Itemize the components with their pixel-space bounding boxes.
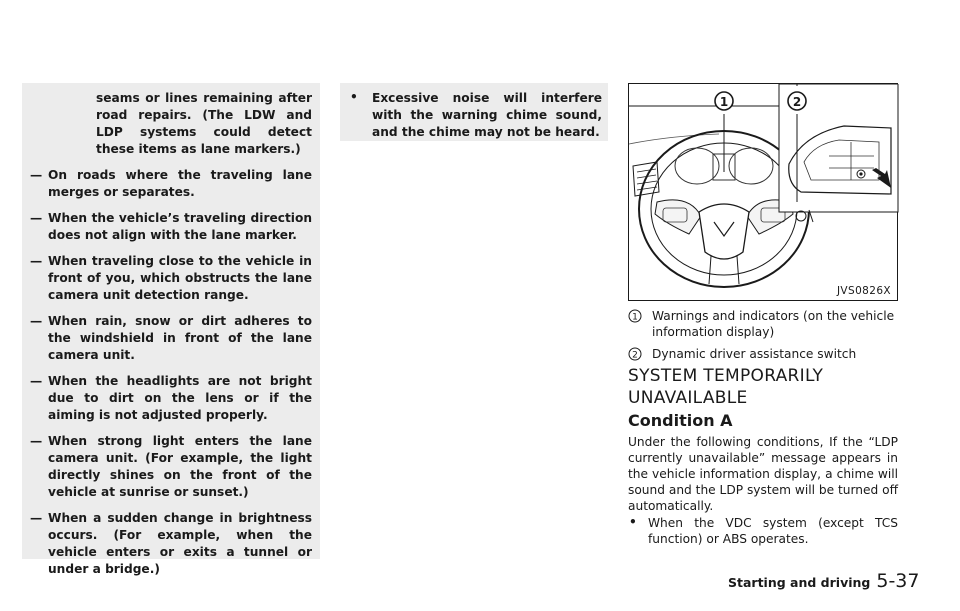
dash-marker: — — [30, 314, 43, 328]
steering-wheel-figure — [628, 83, 898, 301]
callout-2-icon — [788, 92, 806, 110]
number-2-icon — [628, 347, 642, 361]
dash-marker: — — [30, 374, 43, 388]
callout-2-label: 2 — [792, 95, 802, 109]
dash-marker: — — [30, 168, 43, 182]
list-item: — When the headlights are not bright due to dirt on the lens or if the aiming is not adjusted properly. — [30, 374, 312, 422]
callout-1-label: 1 — [719, 95, 729, 109]
steering-wheel-illustration — [629, 84, 899, 302]
list-item: — When the vehicle’s traveling direction does not align with the lane marker. — [30, 211, 312, 242]
continuation-text: seams or lines remaining after road repairs. (The LDW and LDP systems could detect these items as lane markers.) — [96, 91, 312, 156]
dash-marker: — — [30, 211, 43, 225]
page-footer — [728, 570, 920, 592]
condition-bullet — [628, 515, 898, 547]
legend-item — [628, 308, 900, 340]
condition-list — [30, 167, 312, 578]
legend-item — [628, 346, 900, 362]
callout-1-icon — [715, 92, 733, 110]
svg-text:1: 1 — [632, 312, 638, 323]
figure-legend — [628, 308, 900, 368]
footer-section-name: Starting and driving — [728, 575, 871, 590]
bullet-marker: • — [629, 515, 637, 529]
condition-heading: Condition A — [628, 411, 733, 430]
section-heading: SYSTEM TEMPORARILY UNAVAILABLE — [628, 366, 824, 408]
bullet-marker: • — [350, 90, 358, 104]
list-item: • When the VDC system (except TCS function) or ABS operates. — [629, 515, 898, 546]
legend-text: Warnings and indicators (on the vehicle information display) — [652, 309, 895, 339]
list-item: — When rain, snow or dirt adheres to the windshield in front of the lane camera unit. — [30, 314, 312, 362]
list-item: — When traveling close to the vehicle in front of you, which obstructs the lane camera unit detection range. — [30, 254, 312, 302]
svg-text:2: 2 — [632, 350, 638, 361]
list-item: — On roads where the traveling lane merges or separates. — [30, 168, 312, 199]
number-1-icon — [628, 309, 642, 323]
figure-code: JVS0826X — [836, 285, 891, 297]
noise-note-column — [348, 90, 602, 141]
dash-marker: — — [30, 254, 43, 268]
list-item: • Excessive noise will interfere with the warning chime sound, and the chime may not be heard. — [350, 90, 602, 139]
list-item: — When a sudden change in brightness occurs. (For example, when the vehicle enters or exits a tunnel or under a bridge.) — [30, 511, 312, 576]
legend-text: Dynamic driver assistance switch — [652, 347, 857, 361]
conditions-column — [30, 90, 312, 578]
page-number: 5-37 — [876, 570, 920, 592]
dash-marker: — — [30, 511, 43, 525]
list-item: — When strong light enters the lane camera unit. (For example, the light directly shines on the front of the vehicle at sunrise or sunset.) — [30, 434, 312, 499]
dash-marker: — — [30, 434, 43, 448]
condition-body: Under the following conditions, If the “LDP currently unavailable” message appears in the vehicle information display, a chime will sound and the LDP system will be turned off automatically. — [628, 435, 898, 513]
